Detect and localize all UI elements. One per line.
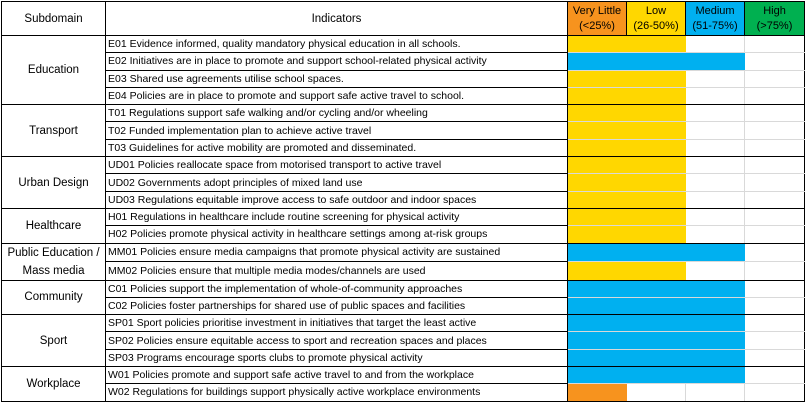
rating-cell-high bbox=[745, 36, 805, 53]
rating-cell-low bbox=[627, 36, 686, 53]
table-row bbox=[2, 226, 805, 243]
table-row bbox=[2, 191, 805, 208]
rating-cell-high bbox=[745, 226, 805, 243]
rating-cell-high bbox=[745, 70, 805, 87]
level-header-medium bbox=[686, 2, 745, 36]
table-row bbox=[2, 139, 805, 156]
indicator-cell: H02 Policies promote physical activity in healthcare settings among at-risk groups bbox=[106, 226, 568, 243]
rating-cell-medium bbox=[686, 226, 745, 243]
indicator-cell: UD02 Governments adopt principles of mixed land use bbox=[106, 174, 568, 191]
rating-cell-very-little bbox=[568, 280, 627, 297]
rating-cell-high bbox=[745, 384, 805, 401]
rating-cell-medium bbox=[686, 105, 745, 122]
rating-cell-very-little bbox=[568, 315, 627, 332]
rating-cell-low bbox=[627, 280, 686, 297]
rating-cell-low bbox=[627, 157, 686, 174]
table-row bbox=[2, 87, 805, 104]
indicator-cell: SP03 Programs encourage sports clubs to promote physical activity bbox=[106, 349, 568, 366]
rating-cell-low bbox=[627, 70, 686, 87]
rating-cell-high bbox=[745, 191, 805, 208]
table-row bbox=[2, 315, 805, 332]
indicator-cell: W02 Regulations for buildings support physically active workplace environments bbox=[106, 384, 568, 401]
rating-cell-low bbox=[627, 174, 686, 191]
rating-cell-high bbox=[745, 139, 805, 156]
rating-cell-very-little bbox=[568, 384, 627, 401]
table-row bbox=[2, 332, 805, 349]
rating-cell-medium bbox=[686, 174, 745, 191]
level-range: (26-50%) bbox=[633, 19, 679, 32]
subdomain-cell: Public Education / Mass media bbox=[2, 243, 106, 280]
indicator-cell: E01 Evidence informed, quality mandatory physical education in all schools. bbox=[106, 36, 568, 53]
indicator-cell: E02 Initiatives are in place to promote and support school-related physical activity bbox=[106, 53, 568, 70]
rating-cell-low bbox=[627, 226, 686, 243]
rating-cell-high bbox=[745, 208, 805, 225]
rating-cell-very-little bbox=[568, 157, 627, 174]
indicator-cell: SP01 Sport policies prioritise investment in initiatives that target the least active bbox=[106, 315, 568, 332]
rating-cell-very-little bbox=[568, 174, 627, 191]
rating-cell-medium bbox=[686, 87, 745, 104]
rating-cell-high bbox=[745, 280, 805, 297]
table-row bbox=[2, 174, 805, 191]
subdomain-cell: Sport bbox=[2, 315, 106, 367]
table-row bbox=[2, 280, 805, 297]
rating-cell-high bbox=[745, 105, 805, 122]
rating-cell-very-little bbox=[568, 122, 627, 139]
rating-cell-medium bbox=[686, 139, 745, 156]
level-range: (51-75%) bbox=[692, 19, 738, 32]
rating-cell-high bbox=[745, 122, 805, 139]
rating-cell-medium bbox=[686, 122, 745, 139]
indicator-cell: MM01 Policies ensure media campaigns that promote physical activity are sustained bbox=[106, 243, 568, 262]
rating-cell-very-little bbox=[568, 191, 627, 208]
table-row bbox=[2, 349, 805, 366]
indicator-cell: T03 Guidelines for active mobility are promoted and disseminated. bbox=[106, 139, 568, 156]
rating-cell-very-little bbox=[568, 53, 627, 70]
rating-cell-medium bbox=[686, 315, 745, 332]
level-name: Low bbox=[645, 4, 667, 17]
rating-cell-low bbox=[627, 53, 686, 70]
indicator-cell: E03 Shared use agreements utilise school spaces. bbox=[106, 70, 568, 87]
indicator-cell: MM02 Policies ensure that multiple media modes/channels are used bbox=[106, 262, 568, 281]
rating-cell-low bbox=[627, 139, 686, 156]
rating-cell-medium bbox=[686, 280, 745, 297]
rating-cell-high bbox=[745, 243, 805, 262]
rating-cell-high bbox=[745, 349, 805, 366]
subdomain-header: Subdomain bbox=[2, 2, 106, 36]
subdomain-cell: Healthcare bbox=[2, 208, 106, 243]
rating-cell-low bbox=[627, 191, 686, 208]
table-row bbox=[2, 105, 805, 122]
rating-cell-medium bbox=[686, 332, 745, 349]
indicator-cell: H01 Regulations in healthcare include routine screening for physical activity bbox=[106, 208, 568, 225]
rating-cell-medium bbox=[686, 367, 745, 384]
rating-cell-very-little bbox=[568, 87, 627, 104]
indicator-cell: SP02 Policies ensure equitable access to sport and recreation spaces and places bbox=[106, 332, 568, 349]
subdomain-cell: Workplace bbox=[2, 367, 106, 402]
rating-cell-high bbox=[745, 297, 805, 314]
rating-cell-low bbox=[627, 262, 686, 281]
rating-cell-medium bbox=[686, 36, 745, 53]
rating-cell-low bbox=[627, 315, 686, 332]
rating-cell-low bbox=[627, 87, 686, 104]
rating-cell-high bbox=[745, 174, 805, 191]
rating-cell-high bbox=[745, 53, 805, 70]
level-range: (<25%) bbox=[579, 19, 615, 32]
indicator-cell: C01 Policies support the implementation of whole-of-community approaches bbox=[106, 280, 568, 297]
rating-cell-very-little bbox=[568, 297, 627, 314]
header-row bbox=[2, 2, 805, 36]
subdomain-cell: Community bbox=[2, 280, 106, 315]
table-row bbox=[2, 262, 805, 281]
table-row bbox=[2, 122, 805, 139]
indicator-rating-table bbox=[1, 1, 805, 402]
rating-cell-high bbox=[745, 367, 805, 384]
indicator-cell: E04 Policies are in place to promote and support safe active travel to school. bbox=[106, 87, 568, 104]
rating-cell-medium bbox=[686, 70, 745, 87]
subdomain-cell: Urban Design bbox=[2, 157, 106, 209]
indicators-header: Indicators bbox=[106, 2, 568, 36]
rating-cell-medium bbox=[686, 243, 745, 262]
rating-cell-high bbox=[745, 332, 805, 349]
indicator-cell: T02 Funded implementation plan to achieve active travel bbox=[106, 122, 568, 139]
table-row bbox=[2, 243, 805, 262]
rating-cell-low bbox=[627, 384, 686, 401]
indicator-cell: T01 Regulations support safe walking and/or cycling and/or wheeling bbox=[106, 105, 568, 122]
rating-cell-low bbox=[627, 243, 686, 262]
rating-cell-very-little bbox=[568, 105, 627, 122]
indicator-cell: W01 Policies promote and support safe active travel to and from the workplace bbox=[106, 367, 568, 384]
rating-cell-high bbox=[745, 315, 805, 332]
rating-cell-low bbox=[627, 332, 686, 349]
subdomain-cell: Transport bbox=[2, 105, 106, 157]
rating-cell-very-little bbox=[568, 349, 627, 366]
indicator-cell: C02 Policies foster partnerships for shared use of public spaces and facilities bbox=[106, 297, 568, 314]
rating-cell-very-little bbox=[568, 262, 627, 281]
rating-cell-medium bbox=[686, 208, 745, 225]
level-name: High bbox=[763, 4, 786, 17]
level-range: (>75%) bbox=[756, 19, 793, 32]
rating-cell-medium bbox=[686, 157, 745, 174]
table-row bbox=[2, 384, 805, 401]
indicator-cell: UD03 Regulations equitable improve access to safe outdoor and indoor spaces bbox=[106, 191, 568, 208]
rating-cell-very-little bbox=[568, 367, 627, 384]
rating-cell-medium bbox=[686, 262, 745, 281]
table-row bbox=[2, 157, 805, 174]
rating-cell-medium bbox=[686, 191, 745, 208]
level-name: Medium bbox=[695, 4, 735, 17]
level-header-high bbox=[745, 2, 805, 36]
rating-cell-medium bbox=[686, 53, 745, 70]
rating-cell-low bbox=[627, 367, 686, 384]
level-name: Very Little bbox=[572, 4, 622, 17]
table-row bbox=[2, 53, 805, 70]
rating-cell-high bbox=[745, 157, 805, 174]
rating-cell-low bbox=[627, 122, 686, 139]
table-row bbox=[2, 297, 805, 314]
table-row bbox=[2, 208, 805, 225]
level-header-low bbox=[627, 2, 686, 36]
rating-cell-low bbox=[627, 208, 686, 225]
rating-cell-very-little bbox=[568, 70, 627, 87]
rating-cell-high bbox=[745, 87, 805, 104]
indicator-cell: UD01 Policies reallocate space from motorised transport to active travel bbox=[106, 157, 568, 174]
rating-cell-very-little bbox=[568, 36, 627, 53]
rating-cell-medium bbox=[686, 349, 745, 366]
rating-cell-high bbox=[745, 262, 805, 281]
table-body bbox=[2, 2, 805, 402]
level-header-very-little bbox=[568, 2, 627, 36]
table-row bbox=[2, 70, 805, 87]
rating-cell-very-little bbox=[568, 139, 627, 156]
table-row bbox=[2, 36, 805, 53]
rating-cell-very-little bbox=[568, 243, 627, 262]
rating-cell-very-little bbox=[568, 332, 627, 349]
table-row bbox=[2, 367, 805, 384]
rating-cell-medium bbox=[686, 297, 745, 314]
rating-cell-low bbox=[627, 105, 686, 122]
rating-cell-low bbox=[627, 297, 686, 314]
rating-cell-low bbox=[627, 349, 686, 366]
subdomain-cell: Education bbox=[2, 36, 106, 105]
rating-cell-very-little bbox=[568, 226, 627, 243]
rating-cell-very-little bbox=[568, 208, 627, 225]
rating-cell-medium bbox=[686, 384, 745, 401]
